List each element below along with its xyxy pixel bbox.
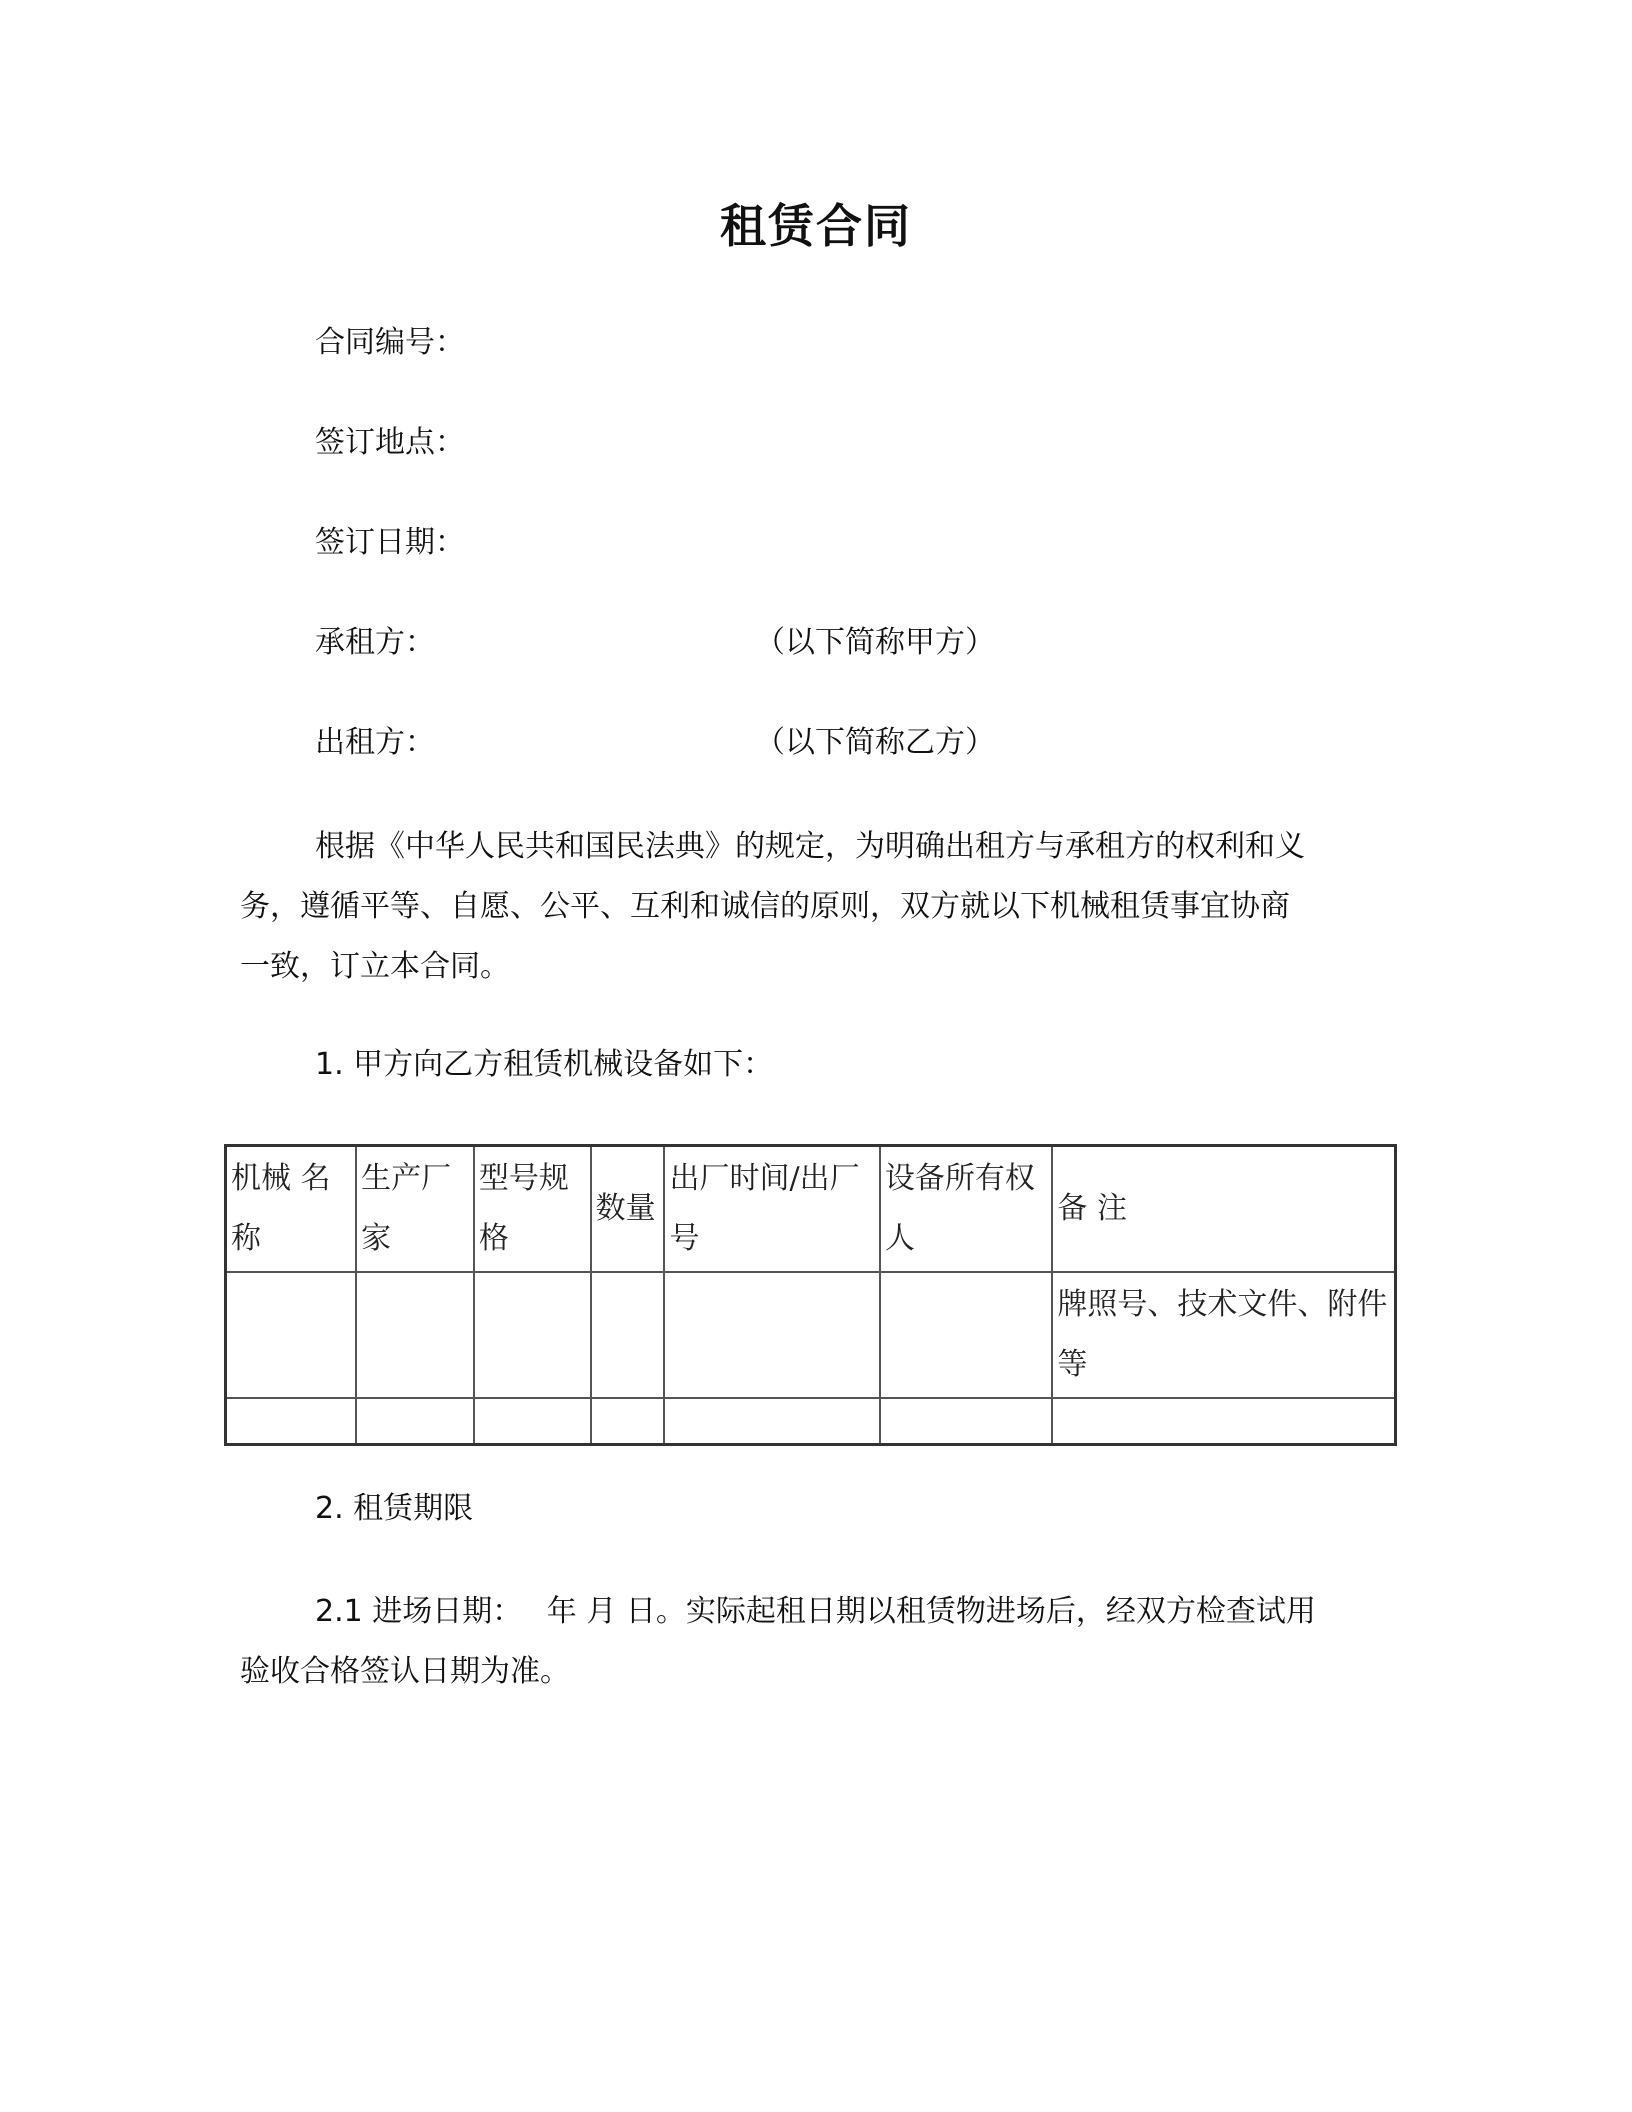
clause-line: 验收合格签认日期为准。 xyxy=(240,1654,570,1689)
lessor-field xyxy=(315,723,995,763)
header-cell-production-date: 出厂时间/出厂号 xyxy=(664,1146,879,1273)
signing-date-field xyxy=(315,523,465,563)
table-cell xyxy=(664,1272,879,1398)
signing-date-label: 签订日期： xyxy=(315,525,465,560)
preamble-line: 一致，订立本合同。 xyxy=(240,949,510,984)
header-cell-owner: 设备所有权人 xyxy=(880,1146,1053,1273)
equipment-table xyxy=(224,1144,1397,1446)
header-cell-quantity: 数量 xyxy=(591,1146,665,1273)
contract-number-label: 合同编号： xyxy=(315,325,465,360)
clause-line: 2.1 进场日期： 年 月 日。实际起租日期以租赁物进场后，经双方检查试用 xyxy=(315,1594,1316,1629)
lessee-note: （以下简称甲方） xyxy=(755,625,995,660)
table-cell xyxy=(474,1398,591,1445)
table-cell xyxy=(880,1398,1053,1445)
table-cell xyxy=(1052,1398,1395,1445)
remarks-cell: 牌照号、技术文件、附件等 xyxy=(1052,1272,1395,1398)
preamble-line: 根据《中华人民共和国民法典》的规定，为明确出租方与承租方的权利和义 xyxy=(315,829,1305,864)
table-cell xyxy=(591,1272,665,1398)
table-header-row xyxy=(226,1146,1396,1273)
preamble-paragraph xyxy=(240,817,1400,997)
contract-number-field xyxy=(315,323,465,363)
section-2-heading: 2. 租赁期限 xyxy=(315,1491,474,1526)
table-cell xyxy=(880,1272,1053,1398)
table-cell xyxy=(356,1272,474,1398)
lessor-note: （以下简称乙方） xyxy=(755,725,995,760)
table-cell xyxy=(356,1398,474,1445)
table-cell xyxy=(226,1398,357,1445)
table-row xyxy=(226,1272,1396,1398)
document-title: 租赁合同 xyxy=(720,199,912,253)
table-row xyxy=(226,1398,1396,1445)
table-cell xyxy=(474,1272,591,1398)
header-cell-manufacturer: 生产厂家 xyxy=(356,1146,474,1273)
table-cell xyxy=(591,1398,665,1445)
lessee-label: 承租方： xyxy=(315,625,435,660)
table-cell xyxy=(664,1398,879,1445)
header-cell-model: 型号规格 xyxy=(474,1146,591,1273)
lessee-field xyxy=(315,623,995,663)
signing-place-field xyxy=(315,423,465,463)
header-cell-machine-name: 机械 名称 xyxy=(226,1146,357,1273)
header-cell-remarks: 备 注 xyxy=(1052,1146,1395,1273)
signing-place-label: 签订地点： xyxy=(315,425,465,460)
preamble-line: 务，遵循平等、自愿、公平、互利和诚信的原则，双方就以下机械租赁事宜协商 xyxy=(240,889,1290,924)
clause-2-1-paragraph xyxy=(240,1582,1400,1702)
section-1-heading: 1. 甲方向乙方租赁机械设备如下： xyxy=(315,1047,774,1082)
lessor-label: 出租方： xyxy=(315,725,435,760)
table-cell xyxy=(226,1272,357,1398)
